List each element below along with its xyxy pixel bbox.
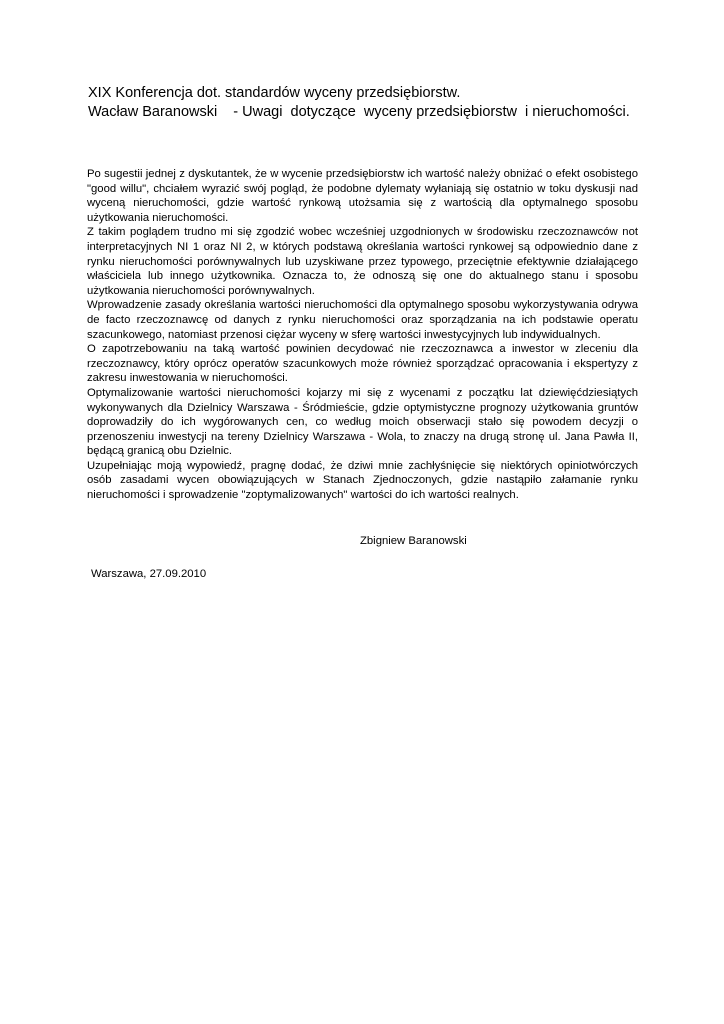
paragraph-4: O zapotrzebowaniu na taką wartość powinien decydować nie rzeczoznawca a inwestor w zleceniu dla rzeczoznawcy, który oprócz operatów szacunkowych może również sporządzać opracowania i ekspertyzy z zakresu inwestowania w nieruchomości. — [87, 343, 638, 385]
paragraph-5: Optymalizowanie wartości nieruchomości kojarzy mi się z wycenami z początku lat dziewięćdziesiątych wykonywanych dla Dzielnicy Warszawa - Śródmieście, gdzie optymistyczne prognozy użytkowania gruntów doprowadziły do ich wygórowanych cen, co według moich obserwacji stało się powodem decyzji o przenoszeniu inwestycji na tereny Dzielnicy Warszawa - Wola, to znaczy na drugą stronę ul. Jana Pawła II, będącą granicą obu Dzielnic. — [87, 386, 638, 458]
signature: Zbigniew Baranowski — [360, 535, 467, 547]
place-and-date: Warszawa, 27.09.2010 — [91, 568, 207, 580]
paragraph-6: Uzupełniając moją wypowiedź, pragnę dodać, że dziwi mnie zachłyśnięcie się niektórych opiniotwórczych osób zasadami wycen obowiązujących w Stanach Zjednoczonych, gdzie nastąpiło załamanie rynku nieruchomości i sprowadzenie "zoptymalizowanych" wartości do ich wartości realnych. — [87, 459, 638, 502]
paragraph-2: Z takim poglądem trudno mi się zgodzić wobec wcześniej uzgodnionych w środowisku rzeczoznawców not interpretacyjnych NI 1 oraz NI 2, w których podstawą określania wartości rynkowej są odpowiednio dane z rynku nieruchomości porównywalnych lub uzyskiwane przez typowego, przeciętnie efektywnie działającego właściciela lub innego użytkownika. Oznacza to, że odnoszą się one do aktualnego stanu i sposobu użytkowania nieruchomości porównywalnych. — [87, 226, 638, 297]
document-body — [87, 167, 638, 503]
paragraph-1: Po sugestii jednej z dyskutantek, że w wycenie przedsiębiorstw ich wartość należy obniżać o efekt osobistego "good willu", chciałem wyrazić swój pogląd, że podobne dylematy wyłaniają się ostatnio w toku dyskusji nad wyceną nieruchomości, gdzie wartość rynkową utożsamia się z wartością dla optymalnego sposobu użytkowania nieruchomości. — [87, 168, 638, 224]
paragraph-3: Wprowadzenie zasady określania wartości nieruchomości dla optymalnego sposobu wykorzystywania odrywa de facto rzeczoznawcę od danych z rynku nieruchomości oraz sporządzania na ich podstawie operatu szacunkowego, natomiast przenosi ciężar wyceny w sferę wartości inwestycyjnych lub indywidualnych. — [87, 299, 638, 341]
document-header — [88, 84, 688, 122]
author-and-topic: Wacław Baranowski - Uwagi dotyczące wyceny przedsiębiorstw i nieruchomości. — [88, 104, 630, 120]
conference-title: XIX Konferencja dot. standardów wyceny przedsiębiorstw. — [88, 85, 461, 101]
